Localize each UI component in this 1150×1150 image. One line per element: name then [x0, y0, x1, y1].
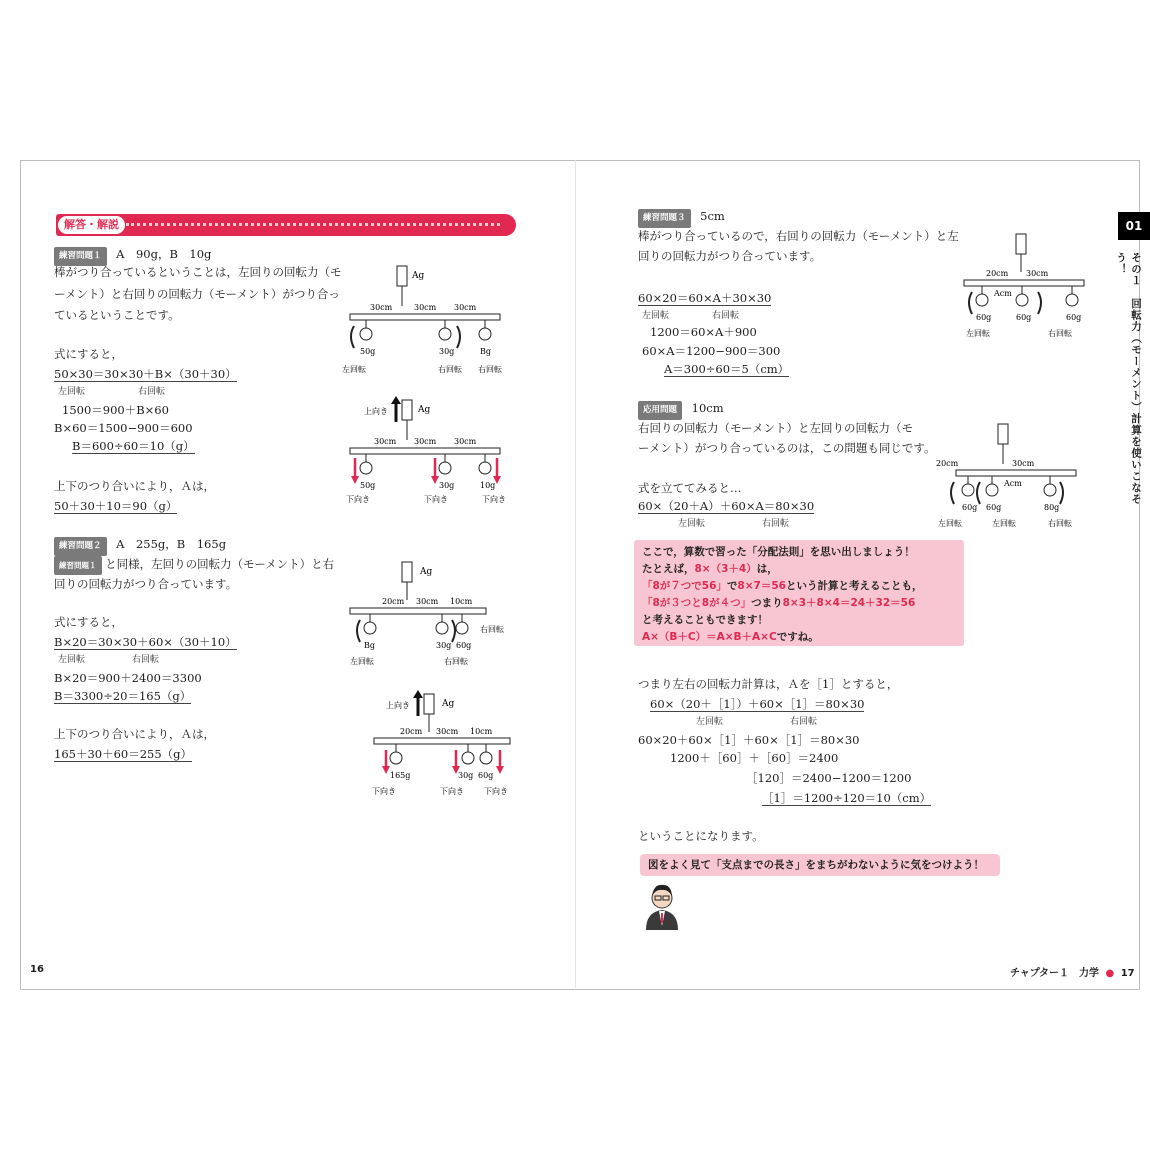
problem1-line-2: ーメント）と右回りの回転力（モーメント）がつり合っ [54, 287, 340, 301]
diagram-5 [960, 230, 1090, 340]
chapter-vertical-title: その１ 回転力（モーメント）計算を使いこなそう！ [1115, 252, 1142, 505]
svg-text:Acm: Acm [1004, 479, 1022, 488]
svg-text:右回転: 右回転 [1048, 329, 1072, 338]
teacher-avatar [640, 880, 684, 930]
chapter-tab: 01 [1118, 212, 1150, 240]
calc-eq1: 60×（20＋［1］）＋60×［1］＝80×30 [650, 697, 865, 711]
problem1-eq1: 50×30＝30×30＋B×（30＋30） [54, 367, 237, 381]
svg-text:60g: 60g [1066, 313, 1082, 322]
svg-text:10cm: 10cm [450, 597, 473, 606]
calc-eq1-right-label: 右回転 [790, 717, 818, 727]
problem4-label: 応用問題 [638, 401, 682, 420]
svg-text:60g: 60g [478, 771, 494, 780]
problem2-balance-eq: 165＋30＋60＝255（g） [54, 747, 193, 761]
footer-chapter: チャプター１ 力学 [1010, 968, 1099, 979]
problem1-eq4: B＝600÷60＝10（g） [72, 439, 195, 453]
svg-text:Bg: Bg [480, 347, 491, 356]
footer-dot: ● [1105, 968, 1115, 979]
svg-text:30cm: 30cm [414, 303, 437, 312]
left-page-number: 16 [30, 964, 44, 975]
problem3-eq1-left-label: 左回転 [642, 311, 670, 321]
svg-text:右回転: 右回転 [1048, 519, 1072, 528]
diagram-2 [340, 396, 520, 508]
problem3-header [638, 208, 725, 228]
callout-line-4: 「8が３つと8が４つ」つまり8×3＋8×4＝24＋32＝56 [642, 597, 916, 609]
svg-text:左回転: 左回転 [966, 329, 990, 338]
svg-text:Ag: Ag [442, 699, 455, 709]
problem2-label: 練習問題２ [54, 537, 107, 556]
svg-text:10g: 10g [480, 481, 496, 490]
svg-text:上向き: 上向き [364, 407, 388, 416]
svg-text:左回転: 左回転 [992, 519, 1016, 528]
svg-text:上向き: 上向き [386, 701, 410, 710]
svg-text:80g: 80g [1044, 503, 1060, 512]
svg-text:30cm: 30cm [370, 303, 393, 312]
problem2-eq1: B×20＝30×30＋60×（30＋10） [54, 635, 237, 649]
problem2-eq2: B×20＝900＋2400＝3300 [54, 671, 202, 685]
problem4-intro: 式を立ててみると… [638, 481, 742, 495]
callout-line-2: たとえば，8×（3＋4）は， [642, 563, 778, 575]
problem3-line-1: 棒がつり合っているので，右回りの回転力（モーメント）と左 [638, 229, 959, 243]
calc-eq1-left-label: 左回転 [696, 717, 724, 727]
svg-text:Ag: Ag [418, 405, 431, 415]
problem2-header [54, 536, 226, 556]
callout-line-3: 「8が７つで56」で8×7＝56という計算と考えることも， [642, 580, 923, 592]
svg-text:60g: 60g [962, 503, 978, 512]
svg-text:下向き: 下向き [440, 787, 464, 796]
svg-text:20cm: 20cm [936, 459, 959, 468]
problem2-eq3: B＝3300÷20＝165（g） [54, 689, 192, 703]
svg-text:右回転: 右回転 [478, 365, 502, 374]
problem4-line-1: 右回りの回転力（モーメント）と左回りの回転力（モ [638, 421, 913, 435]
svg-text:下向き: 下向き [372, 787, 396, 796]
calc-eq5: ［1］＝1200÷120＝10（cm） [762, 791, 932, 805]
distributive-law-callout [634, 540, 964, 646]
problem4-eq1-left-label: 左回転 [678, 519, 706, 529]
problem4-header [638, 400, 724, 420]
svg-text:Ag: Ag [420, 567, 433, 577]
calc-conclusion: ということになります。 [638, 829, 764, 843]
svg-text:20cm: 20cm [400, 727, 423, 736]
problem1-eq2: 1500＝900＋B×60 [62, 403, 169, 417]
problem1-line-1: 棒がつり合っているということは，左回りの回転力（モ [54, 265, 342, 279]
problem2-line-1 [54, 556, 334, 575]
problem2-balance: 上下のつり合いにより，Ａは， [54, 727, 215, 741]
svg-text:50g: 50g [360, 347, 376, 356]
svg-text:30cm: 30cm [1026, 269, 1049, 278]
problem3-eq1: 60×20＝60×A＋30×30 [638, 291, 772, 305]
calc-intro: つまり左右の回転力計算は，Ａを［1］とすると， [638, 677, 899, 691]
svg-text:左回転: 左回転 [342, 365, 366, 374]
diagram-3 [340, 558, 520, 670]
svg-text:30cm: 30cm [374, 437, 397, 446]
problem1-eq3: B×60＝1500−900＝600 [54, 421, 193, 435]
svg-text:左回転: 左回転 [350, 657, 374, 666]
svg-text:20cm: 20cm [986, 269, 1009, 278]
problem3-line-2: 回りの回転力がつり合っています。 [638, 249, 822, 263]
problem2-intro: 式にすると， [54, 615, 123, 629]
svg-text:20cm: 20cm [382, 597, 405, 606]
svg-text:右回転: 右回転 [480, 625, 504, 634]
calc-eq2: 60×20＋60×［1］＋60×［1］＝80×30 [638, 733, 860, 747]
svg-text:30g: 30g [439, 481, 455, 490]
problem2-ref-text: と同様，左回りの回転力（モーメント）と右 [105, 557, 335, 571]
svg-text:60g: 60g [986, 503, 1002, 512]
problem4-eq1: 60×（20＋A）＋60×A＝80×30 [638, 499, 815, 513]
right-page-number: 17 [1120, 968, 1135, 979]
right-page-footer [1010, 964, 1135, 979]
svg-text:Bg: Bg [364, 641, 375, 650]
svg-text:60g: 60g [456, 641, 472, 650]
d1-beam [350, 314, 500, 320]
svg-text:30g: 30g [436, 641, 452, 650]
diagram-6 [932, 420, 1082, 532]
problem4-eq1-right-label: 右回転 [762, 519, 790, 529]
section-header-dots [126, 223, 500, 226]
problem1-balance-eq: 50＋30＋10＝90（g） [54, 499, 178, 513]
svg-text:下向き: 下向き [346, 495, 370, 504]
teacher-tip-bubble: 図をよく見て「支点までの長さ」をまちがわないように気をつけよう！ [640, 854, 1000, 876]
problem3-eq2: 1200＝60×A＋900 [650, 325, 757, 339]
problem3-eq4: A＝300÷60＝5（cm） [664, 362, 790, 376]
section-header-bar [56, 214, 516, 236]
problem3-answer: 5cm [700, 209, 725, 223]
problem3-eq3: 60×A＝1200−900＝300 [642, 344, 781, 358]
callout-line-1: ここで，算数で習った「分配法則」を思い出しましょう！ [642, 546, 915, 558]
problem1-balance: 上下のつり合いにより，Ａは， [54, 479, 215, 493]
svg-text:30cm: 30cm [416, 597, 439, 606]
svg-text:165g: 165g [390, 771, 411, 780]
svg-text:右回転: 右回転 [438, 365, 462, 374]
problem1-eq1-left-label: 左回転 [58, 387, 86, 397]
section-header-label: 解答・解説 [58, 216, 125, 234]
problem4-answer: 10cm [691, 401, 724, 415]
svg-text:30g: 30g [439, 347, 455, 356]
calc-eq3: 1200＋［60］＋［60］＝2400 [670, 751, 839, 765]
callout-line-6: A×（B＋C）＝A×B＋A×Cですね。 [642, 631, 819, 643]
problem1-header [54, 246, 211, 266]
d1-hook-label: Ag [412, 271, 425, 281]
svg-text:下向き: 下向き [484, 787, 508, 796]
problem2-answer: A 255g，B 165g [116, 537, 227, 551]
problem2-ref-label: 練習問題１ [54, 556, 102, 575]
problem2-line-2: 回りの回転力がつり合っています。 [54, 577, 238, 591]
svg-text:下向き: 下向き [482, 495, 506, 504]
problem3-eq1-right-label: 右回転 [712, 311, 740, 321]
svg-text:10cm: 10cm [470, 727, 493, 736]
svg-text:30cm: 30cm [454, 437, 477, 446]
calc-eq4: ［120］＝2400−1200＝1200 [746, 771, 912, 785]
problem2-eq1-left-label: 左回転 [58, 655, 86, 665]
problem1-line-3: ているということです。 [54, 308, 180, 322]
svg-text:60g: 60g [1016, 313, 1032, 322]
problem4-line-2: ーメント）がつり合っているのは，この問題も同じです。 [638, 441, 936, 455]
problem2-eq1-right-label: 右回転 [132, 655, 160, 665]
problem1-answer: A 90g，B 10g [116, 247, 212, 261]
svg-text:60g: 60g [976, 313, 992, 322]
svg-text:50g: 50g [360, 481, 376, 490]
problem1-eq1-right-label: 右回転 [138, 387, 166, 397]
svg-text:右回転: 右回転 [444, 657, 468, 666]
svg-text:30g: 30g [458, 771, 474, 780]
diagram-4 [360, 690, 530, 800]
svg-text:30cm: 30cm [454, 303, 477, 312]
svg-text:Acm: Acm [994, 289, 1012, 298]
callout-line-5: と考えることもできます！ [642, 614, 768, 626]
svg-text:左回転: 左回転 [938, 519, 962, 528]
svg-text:30cm: 30cm [1012, 459, 1035, 468]
problem3-label: 練習問題３ [638, 209, 691, 228]
svg-text:下向き: 下向き [424, 495, 448, 504]
problem1-intro: 式にすると， [54, 347, 123, 361]
svg-text:30cm: 30cm [414, 437, 437, 446]
diagram-1 [340, 262, 520, 380]
svg-text:30cm: 30cm [436, 727, 459, 736]
page-gutter [575, 160, 576, 988]
problem1-label: 練習問題１ [54, 247, 107, 266]
